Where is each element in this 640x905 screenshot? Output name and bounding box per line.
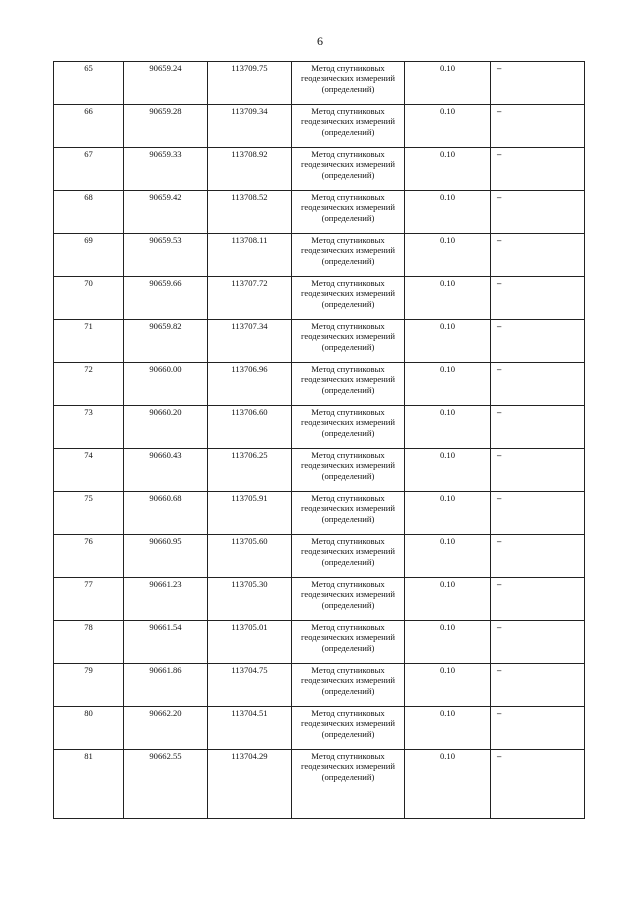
x-coordinate-cell: 90659.33	[124, 148, 208, 191]
y-coordinate-cell: 113704.29	[208, 750, 292, 819]
method-cell: Метод спутниковых геодезических измерений (определений)	[292, 105, 405, 148]
note-cell: –	[491, 363, 585, 406]
accuracy-cell: 0.10	[405, 750, 491, 819]
x-coordinate-cell: 90660.00	[124, 363, 208, 406]
x-coordinate-cell: 90660.95	[124, 535, 208, 578]
accuracy-cell: 0.10	[405, 363, 491, 406]
point-number-cell: 69	[54, 234, 124, 277]
note-cell: –	[491, 320, 585, 363]
x-coordinate-cell: 90661.54	[124, 621, 208, 664]
note-cell: –	[491, 492, 585, 535]
point-number-cell: 67	[54, 148, 124, 191]
point-number-cell: 72	[54, 363, 124, 406]
note-cell: –	[491, 621, 585, 664]
y-coordinate-cell: 113704.75	[208, 664, 292, 707]
accuracy-cell: 0.10	[405, 406, 491, 449]
table-row	[54, 664, 585, 707]
method-cell: Метод спутниковых геодезических измерений (определений)	[292, 62, 405, 105]
y-coordinate-cell: 113707.72	[208, 277, 292, 320]
accuracy-cell: 0.10	[405, 62, 491, 105]
x-coordinate-cell: 90659.28	[124, 105, 208, 148]
note-cell: –	[491, 578, 585, 621]
method-cell: Метод спутниковых геодезических измерений (определений)	[292, 578, 405, 621]
note-cell: –	[491, 191, 585, 234]
point-number-cell: 65	[54, 62, 124, 105]
method-cell: Метод спутниковых геодезических измерений (определений)	[292, 492, 405, 535]
x-coordinate-cell: 90661.23	[124, 578, 208, 621]
y-coordinate-cell: 113708.11	[208, 234, 292, 277]
method-cell: Метод спутниковых геодезических измерений (определений)	[292, 234, 405, 277]
y-coordinate-cell: 113705.60	[208, 535, 292, 578]
note-cell: –	[491, 234, 585, 277]
y-coordinate-cell: 113705.91	[208, 492, 292, 535]
y-coordinate-cell: 113708.92	[208, 148, 292, 191]
x-coordinate-cell: 90659.42	[124, 191, 208, 234]
x-coordinate-cell: 90659.82	[124, 320, 208, 363]
note-cell: –	[491, 62, 585, 105]
table-row	[54, 535, 585, 578]
method-cell: Метод спутниковых геодезических измерений (определений)	[292, 707, 405, 750]
method-cell: Метод спутниковых геодезических измерений (определений)	[292, 449, 405, 492]
point-number-cell: 68	[54, 191, 124, 234]
accuracy-cell: 0.10	[405, 535, 491, 578]
accuracy-cell: 0.10	[405, 234, 491, 277]
table-row	[54, 621, 585, 664]
note-cell: –	[491, 750, 585, 819]
y-coordinate-cell: 113706.60	[208, 406, 292, 449]
point-number-cell: 76	[54, 535, 124, 578]
point-number-cell: 70	[54, 277, 124, 320]
method-cell: Метод спутниковых геодезических измерений (определений)	[292, 191, 405, 234]
x-coordinate-cell: 90660.20	[124, 406, 208, 449]
point-number-cell: 80	[54, 707, 124, 750]
point-number-cell: 66	[54, 105, 124, 148]
note-cell: –	[491, 406, 585, 449]
table-row	[54, 363, 585, 406]
table-body	[54, 62, 585, 819]
y-coordinate-cell: 113705.30	[208, 578, 292, 621]
note-cell: –	[491, 449, 585, 492]
y-coordinate-cell: 113704.51	[208, 707, 292, 750]
table-row	[54, 62, 585, 105]
coordinates-table	[53, 61, 585, 819]
table-row	[54, 449, 585, 492]
note-cell: –	[491, 277, 585, 320]
method-cell: Метод спутниковых геодезических измерений (определений)	[292, 277, 405, 320]
table-row	[54, 750, 585, 819]
accuracy-cell: 0.10	[405, 621, 491, 664]
table-row	[54, 148, 585, 191]
y-coordinate-cell: 113707.34	[208, 320, 292, 363]
point-number-cell: 73	[54, 406, 124, 449]
table-row	[54, 320, 585, 363]
method-cell: Метод спутниковых геодезических измерений (определений)	[292, 148, 405, 191]
accuracy-cell: 0.10	[405, 578, 491, 621]
y-coordinate-cell: 113706.96	[208, 363, 292, 406]
accuracy-cell: 0.10	[405, 664, 491, 707]
accuracy-cell: 0.10	[405, 148, 491, 191]
y-coordinate-cell: 113708.52	[208, 191, 292, 234]
x-coordinate-cell: 90662.20	[124, 707, 208, 750]
table-row	[54, 105, 585, 148]
accuracy-cell: 0.10	[405, 277, 491, 320]
table-row	[54, 578, 585, 621]
point-number-cell: 71	[54, 320, 124, 363]
method-cell: Метод спутниковых геодезических измерений (определений)	[292, 750, 405, 819]
note-cell: –	[491, 664, 585, 707]
point-number-cell: 78	[54, 621, 124, 664]
y-coordinate-cell: 113709.34	[208, 105, 292, 148]
table-row	[54, 406, 585, 449]
accuracy-cell: 0.10	[405, 320, 491, 363]
table-row	[54, 277, 585, 320]
x-coordinate-cell: 90659.53	[124, 234, 208, 277]
method-cell: Метод спутниковых геодезических измерений (определений)	[292, 406, 405, 449]
method-cell: Метод спутниковых геодезических измерений (определений)	[292, 664, 405, 707]
method-cell: Метод спутниковых геодезических измерений (определений)	[292, 621, 405, 664]
table-row	[54, 191, 585, 234]
accuracy-cell: 0.10	[405, 707, 491, 750]
x-coordinate-cell: 90659.66	[124, 277, 208, 320]
table-row	[54, 234, 585, 277]
note-cell: –	[491, 535, 585, 578]
y-coordinate-cell: 113709.75	[208, 62, 292, 105]
point-number-cell: 74	[54, 449, 124, 492]
note-cell: –	[491, 707, 585, 750]
page-number: 6	[317, 34, 323, 48]
x-coordinate-cell: 90661.86	[124, 664, 208, 707]
point-number-cell: 75	[54, 492, 124, 535]
table-row	[54, 492, 585, 535]
y-coordinate-cell: 113705.01	[208, 621, 292, 664]
method-cell: Метод спутниковых геодезических измерений (определений)	[292, 320, 405, 363]
note-cell: –	[491, 148, 585, 191]
point-number-cell: 81	[54, 750, 124, 819]
x-coordinate-cell: 90660.43	[124, 449, 208, 492]
accuracy-cell: 0.10	[405, 449, 491, 492]
accuracy-cell: 0.10	[405, 191, 491, 234]
x-coordinate-cell: 90662.55	[124, 750, 208, 819]
point-number-cell: 77	[54, 578, 124, 621]
note-cell: –	[491, 105, 585, 148]
x-coordinate-cell: 90659.24	[124, 62, 208, 105]
accuracy-cell: 0.10	[405, 105, 491, 148]
method-cell: Метод спутниковых геодезических измерений (определений)	[292, 363, 405, 406]
y-coordinate-cell: 113706.25	[208, 449, 292, 492]
method-cell: Метод спутниковых геодезических измерений (определений)	[292, 535, 405, 578]
table-row	[54, 707, 585, 750]
accuracy-cell: 0.10	[405, 492, 491, 535]
x-coordinate-cell: 90660.68	[124, 492, 208, 535]
point-number-cell: 79	[54, 664, 124, 707]
